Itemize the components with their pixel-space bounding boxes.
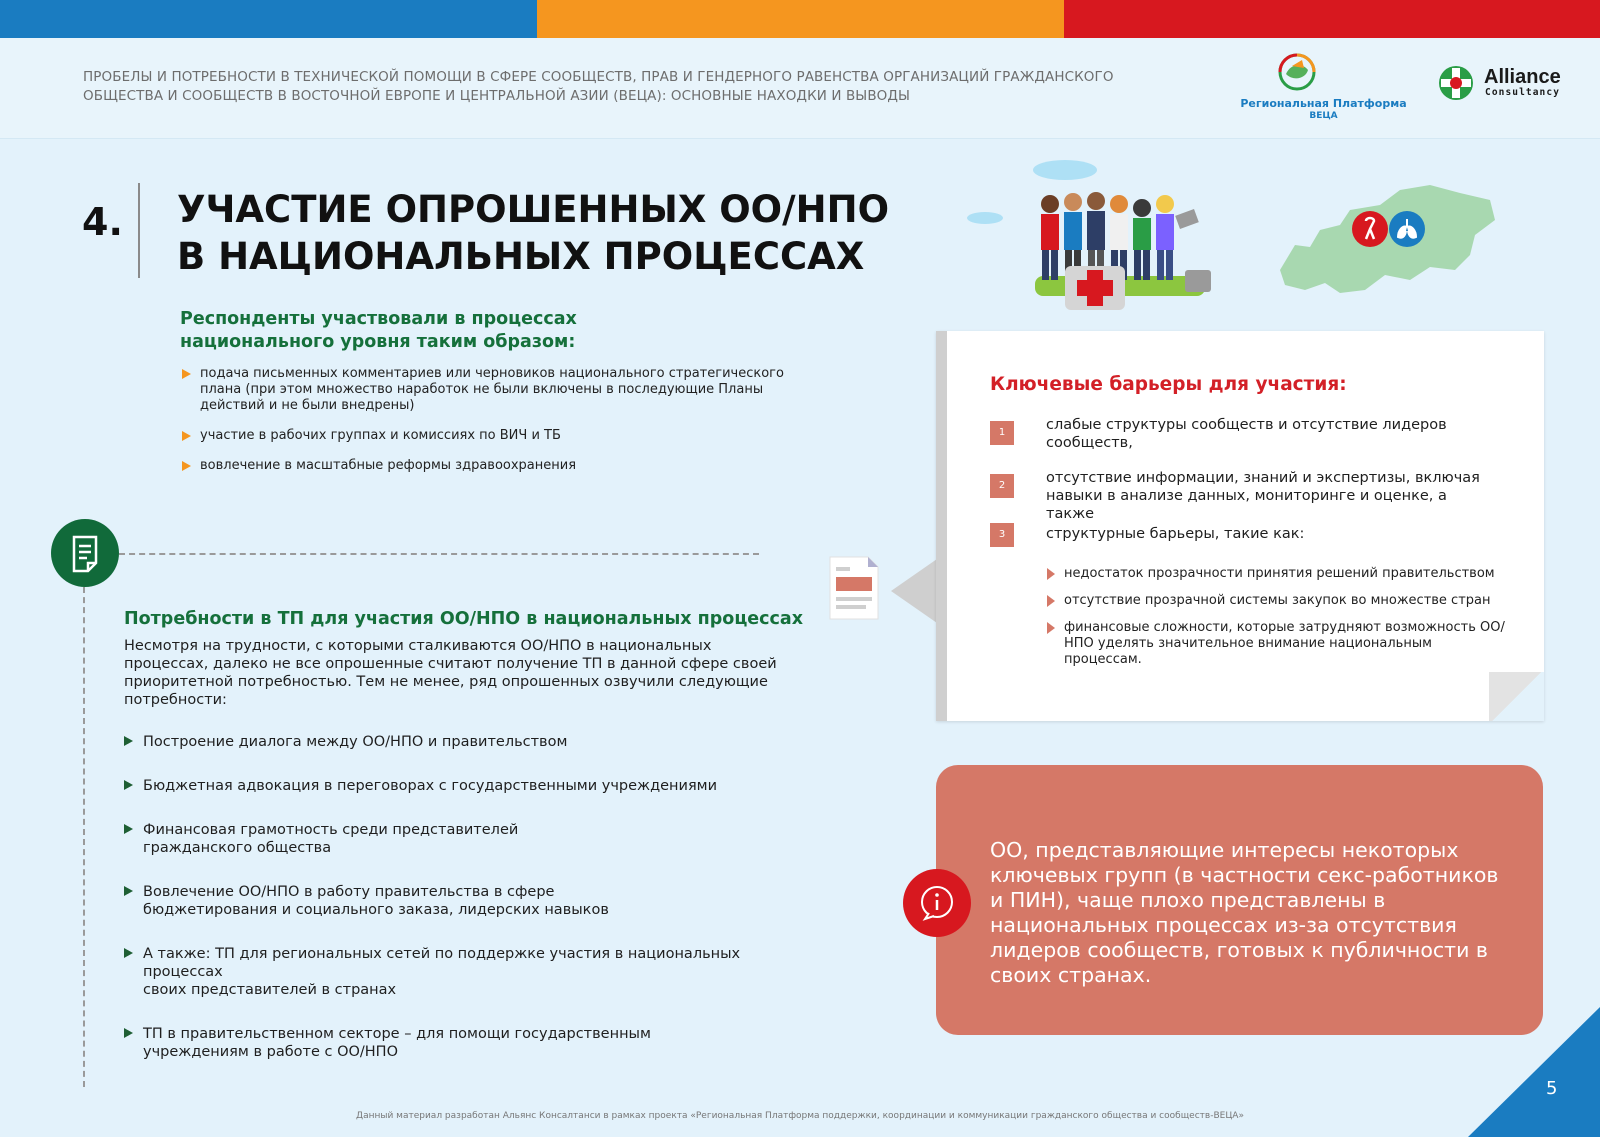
bullet-arrow-icon bbox=[124, 886, 133, 896]
list-item bbox=[124, 733, 804, 751]
respondent-item-text: подача письменных комментариев или черновиков национального стратегического плана (при этом множество наработок не были включены в последующие Планы действий и не были внедрены) bbox=[200, 366, 784, 413]
map-illustration bbox=[1270, 175, 1500, 305]
respondents-heading: Респонденты участвовали в процессах национального уровня таким образом: bbox=[180, 309, 577, 352]
regional-platform-sublabel: ВЕЦА bbox=[1309, 111, 1338, 121]
list-item bbox=[1045, 593, 1505, 609]
section-title-line2: В НАЦИОНАЛЬНЫХ ПРОЦЕССАХ bbox=[177, 235, 865, 278]
respondent-item-text: участие в рабочих группах и комиссиях по ВИЧ и ТБ bbox=[200, 428, 561, 443]
need-item-text: А также: ТП для региональных сетей по поддержке участия в национальных процессах своих представителей в странах bbox=[143, 946, 741, 998]
stripe-orange bbox=[537, 0, 1064, 38]
barrier-number: 1 bbox=[990, 421, 1014, 445]
need-item-text: Финансовая грамотность среди представителей гражданского общества bbox=[143, 822, 519, 856]
barriers-card-fold bbox=[1489, 672, 1544, 721]
bullet-arrow-icon bbox=[124, 736, 133, 746]
bullet-arrow-icon bbox=[124, 824, 133, 834]
needs-heading: Потребности в ТП для участия ОО/НПО в национальных процессах bbox=[124, 609, 804, 629]
needs-paragraph: Несмотря на трудности, с которыми сталкиваются ОО/НПО в национальных процессах, далеко не все опрошенные считают получение ТП в данной сфере своей приоритетной потребностью. Тем не менее, ряд опрошенных озвучили следующие потребности: bbox=[124, 638, 777, 708]
list-item bbox=[180, 366, 800, 414]
barrier-text: структурные барьеры, такие как: bbox=[1046, 526, 1305, 542]
barrier-number: 2 bbox=[990, 474, 1014, 498]
bullet-arrow-icon bbox=[1047, 595, 1055, 607]
need-item-text: ТП в правительственном секторе – для помощи государственным учреждениям в работе с ОО/НПО bbox=[143, 1026, 651, 1060]
alliance-logo-sub: Consultancy bbox=[1485, 87, 1561, 98]
people-illustration bbox=[955, 158, 1230, 313]
section-title-line1: УЧАСТИЕ ОПРОШЕННЫХ ОО/НПО bbox=[177, 188, 890, 231]
bullet-arrow-icon bbox=[182, 369, 191, 379]
page-number: 5 bbox=[1546, 1078, 1558, 1099]
needs-list bbox=[124, 733, 804, 1087]
need-item-text: Бюджетная адвокация в переговорах с государственными учреждениями bbox=[143, 778, 718, 794]
stripe-red bbox=[1064, 0, 1600, 38]
list-item bbox=[124, 945, 804, 999]
bullet-arrow-icon bbox=[182, 431, 191, 441]
barrier-sublist bbox=[1045, 566, 1505, 679]
barrier-subitem-text: недостаток прозрачности принятия решений правительством bbox=[1064, 566, 1495, 581]
card-pointer bbox=[891, 559, 937, 623]
bullet-arrow-icon bbox=[182, 461, 191, 471]
bullet-arrow-icon bbox=[124, 1028, 133, 1038]
barrier-number: 3 bbox=[990, 523, 1014, 547]
barriers-heading: Ключевые барьеры для участия: bbox=[990, 374, 1347, 395]
document-icon bbox=[51, 519, 119, 587]
list-item bbox=[124, 777, 804, 795]
dashed-connector-horizontal bbox=[119, 553, 759, 555]
footer-note: Данный материал разработан Альянс Консалтанси в рамках проекта «Региональная Платформа поддержки, координации и коммуникации гражданского общества и сообществ-ВЕЦА» bbox=[356, 1111, 1244, 1121]
respondent-item-text: вовлечение в масштабные реформы здравоохранения bbox=[200, 458, 577, 473]
bullet-arrow-icon bbox=[1047, 622, 1055, 634]
need-item-text: Вовлечение ОО/НПО в работу правительства в сфере бюджетирования и социального заказа, лидерских навыков bbox=[143, 884, 609, 918]
corner-triangle bbox=[1468, 1007, 1600, 1137]
bullet-arrow-icon bbox=[1047, 568, 1055, 580]
need-item-text: Построение диалога между ОО/НПО и правительством bbox=[143, 734, 568, 750]
barriers-card-edge bbox=[936, 331, 947, 721]
list-item bbox=[180, 458, 800, 474]
regional-platform-label: Региональная Платформа bbox=[1240, 97, 1407, 110]
section-title bbox=[177, 186, 897, 280]
page-icon bbox=[828, 555, 880, 621]
list-item bbox=[124, 883, 804, 919]
bullet-arrow-icon bbox=[124, 780, 133, 790]
list-item bbox=[1045, 620, 1505, 668]
barrier-subitem-text: финансовые сложности, которые затрудняют возможность ОО/НПО уделять значительное внимание национальным процессам. bbox=[1064, 620, 1505, 667]
list-item bbox=[1045, 566, 1505, 582]
barrier-text: отсутствие информации, знаний и экспертизы, включая навыки в анализе данных, мониторинге и оценке, а также bbox=[1046, 470, 1480, 522]
info-text: ОО, представляющие интересы некоторых ключевых групп (в частности секс-работников и ПИН), чаще плохо представлены в национальных процессах из-за отсутствия лидеров сообществ, готовых к публичности в своих странах. bbox=[990, 838, 1499, 987]
dashed-connector-vertical bbox=[83, 587, 85, 1087]
barrier-subitem-text: отсутствие прозрачной системы закупок во множестве стран bbox=[1064, 593, 1491, 608]
alliance-logo-icon bbox=[1437, 64, 1475, 102]
section-number: 4. bbox=[82, 200, 123, 244]
info-icon bbox=[903, 869, 971, 937]
lungs-icon bbox=[1389, 211, 1425, 247]
section-divider bbox=[138, 183, 140, 278]
list-item bbox=[124, 1025, 804, 1061]
bullet-arrow-icon bbox=[124, 948, 133, 958]
barrier-text: слабые структуры сообществ и отсутствие лидеров сообществ, bbox=[1046, 417, 1447, 451]
list-item bbox=[180, 428, 800, 444]
report-title: ПРОБЕЛЫ И ПОТРЕБНОСТИ В ТЕХНИЧЕСКОЙ ПОМОЩИ В СФЕРЕ СООБЩЕСТВ, ПРАВ И ГЕНДЕРНОГО РАВЕНСТВА ОРГАНИЗАЦИЙ ГРАЖДАНСКОГО ОБЩЕСТВА И СООБЩЕСТВ В ВОСТОЧНОЙ ЕВРОПЕ И ЦЕНТРАЛЬНОЙ АЗИИ (ВЕЦА): ОСНОВНЫЕ НАХОДКИ И ВЫВОДЫ bbox=[83, 69, 1114, 104]
alliance-logo-name: Alliance bbox=[1484, 66, 1561, 88]
stripe-blue bbox=[0, 0, 537, 38]
list-item bbox=[124, 821, 804, 857]
respondents-list bbox=[180, 366, 800, 488]
